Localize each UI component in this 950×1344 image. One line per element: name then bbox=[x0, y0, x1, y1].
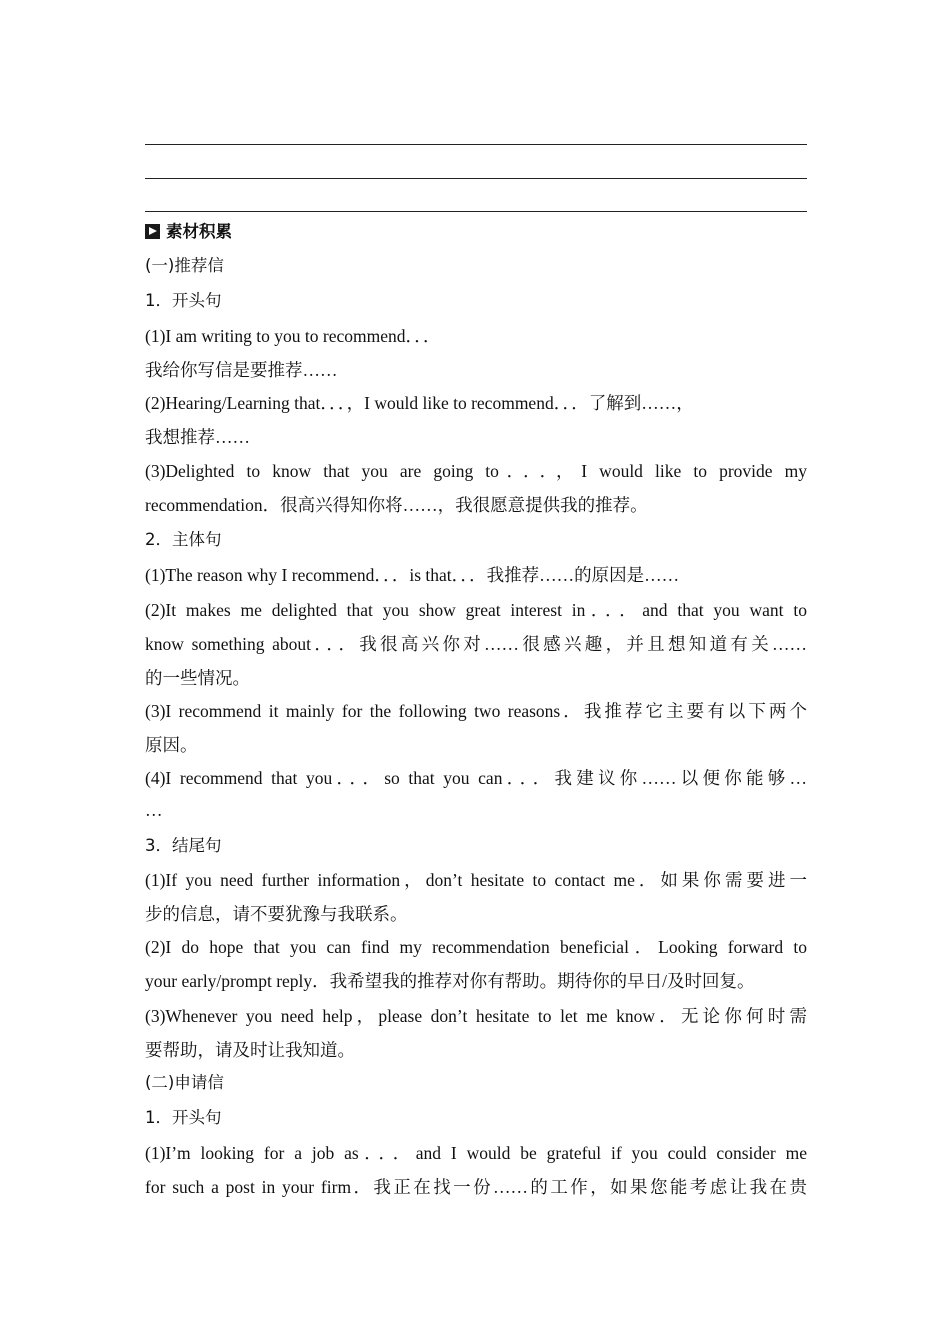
text-line: (3)Delighted to know that you are going to．．．，I would like to provide my bbox=[145, 461, 807, 481]
text-line: recommendation．很高兴得知你将……，我很愿意提供我的推荐。 bbox=[145, 495, 648, 515]
answer-line bbox=[145, 144, 807, 145]
text-line: know something about．．．我很高兴你对……很感兴趣，并且想知道有关…… bbox=[145, 634, 807, 654]
play-triangle-icon bbox=[145, 224, 160, 239]
text-line: 我给你写信是要推荐…… bbox=[145, 360, 338, 380]
text-line: (3)I recommend it mainly for the following two reasons．我推荐它主要有以下两个 bbox=[145, 701, 807, 721]
section-heading bbox=[145, 221, 807, 243]
part1-heading-opening: 1．开头句 bbox=[145, 291, 222, 310]
text-line: 原因。 bbox=[145, 735, 198, 755]
text-line: (2)Hearing/Learning that．．．，I would like to recommend．．．了解到……， bbox=[145, 393, 694, 413]
text-line: 的一些情况。 bbox=[145, 668, 250, 688]
text-line: (1)I’m looking for a job as．．．and I would be grateful if you could consider me bbox=[145, 1143, 807, 1163]
part1-heading-closing: 3．结尾句 bbox=[145, 836, 222, 855]
answer-line bbox=[145, 178, 807, 179]
text-line: 我想推荐…… bbox=[145, 427, 250, 447]
text-line: (1)I am writing to you to recommend．．． bbox=[145, 326, 441, 346]
text-line: 要帮助，请及时让我知道。 bbox=[145, 1040, 355, 1060]
text-line: (1)If you need further information，don’t hesitate to contact me．如果你需要进一 bbox=[145, 870, 807, 890]
text-line: 步的信息，请不要犹豫与我联系。 bbox=[145, 904, 408, 924]
text-line: (4)I recommend that you．．．so that you can．．．我建议你……以便你能够… bbox=[145, 768, 807, 788]
text-line: (1)The reason why I recommend．．．is that．．．我推荐……的原因是…… bbox=[145, 565, 680, 585]
section-title: 素材积累 bbox=[166, 222, 232, 241]
part1-title: (一)推荐信 bbox=[145, 256, 224, 275]
text-line: (2)I do hope that you can find my recommendation beneficial．Looking forward to bbox=[145, 937, 807, 957]
part2-heading-opening: 1．开头句 bbox=[145, 1108, 222, 1127]
text-line: (2)It makes me delighted that you show great interest in．．．and that you want to bbox=[145, 600, 807, 620]
text-line: for such a post in your firm．我正在找一份……的工作，如果您能考虑让我在贵 bbox=[145, 1177, 807, 1197]
answer-line bbox=[145, 211, 807, 212]
text-line: your early/prompt reply．我希望我的推荐对你有帮助。期待你的早日/及时回复。 bbox=[145, 971, 755, 991]
part1-heading-body: 2．主体句 bbox=[145, 530, 222, 549]
text-line: (3)Whenever you need help，please don’t hesitate to let me know．无论你何时需 bbox=[145, 1006, 807, 1026]
part2-title: (二)申请信 bbox=[145, 1073, 224, 1092]
text-line: … bbox=[145, 800, 163, 820]
